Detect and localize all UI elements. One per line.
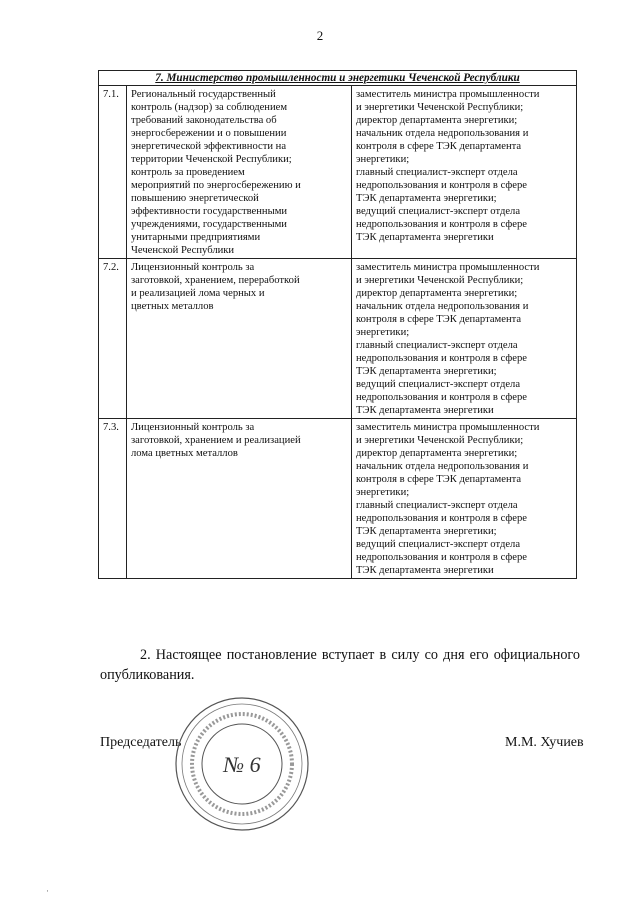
official-text-line: начальник отдела недропользования и xyxy=(356,128,529,139)
official-text-line: заместитель министра промышленности xyxy=(356,89,540,100)
table-row xyxy=(99,86,577,259)
table-body xyxy=(99,86,577,579)
responsible-officials-cell xyxy=(352,419,577,579)
responsible-officials-cell xyxy=(352,259,577,419)
function-text-line: контроль (надзор) за соблюдением xyxy=(131,102,288,113)
official-text-line: недропользования и контроля в сфере xyxy=(356,552,527,563)
official-text-line: ТЭК департамента энергетики xyxy=(356,405,494,416)
official-text-line: недропользования и контроля в сфере xyxy=(356,353,527,364)
section-header-row xyxy=(99,71,577,86)
function-text-line: территории Чеченской Республики; xyxy=(131,154,292,165)
function-text-line: энергетической эффективности на xyxy=(131,141,287,152)
function-text-line: унитарными предприятиями xyxy=(131,232,261,243)
official-text-line: энергетики; xyxy=(356,487,410,498)
function-text-line: и реализацией лома черных и xyxy=(131,288,265,299)
official-text-line: недропользования и контроля в сфере xyxy=(356,219,527,230)
function-text-line: контроль за проведением xyxy=(131,167,245,178)
official-text-line: заместитель министра промышленности xyxy=(356,262,540,273)
row-number: 7.3. xyxy=(99,419,127,579)
official-text-line: и энергетики Чеченской Республики; xyxy=(356,102,524,113)
function-text-line: учреждениями, государственными xyxy=(131,219,287,230)
official-text-line: и энергетики Чеченской Республики; xyxy=(356,435,524,446)
signatory-name: М.М. Хучиев xyxy=(505,735,584,750)
official-text-line: главный специалист-эксперт отдела xyxy=(356,500,518,511)
official-text-line: главный специалист-эксперт отдела xyxy=(356,340,518,351)
function-text-line: лома цветных металлов xyxy=(131,448,238,459)
official-text-line: ведущий специалист-эксперт отдела xyxy=(356,206,521,217)
official-text-line: начальник отдела недропользования и xyxy=(356,461,529,472)
function-text-line: Чеченской Республики xyxy=(131,245,235,256)
function-text-line: заготовкой, хранением и реализацией xyxy=(131,435,301,446)
responsibility-table xyxy=(98,70,577,579)
official-text-line: ТЭК департамента энергетики; xyxy=(356,193,497,204)
official-text-line: главный специалист-эксперт отдела xyxy=(356,167,518,178)
control-function-cell xyxy=(127,86,352,259)
official-text-line: ТЭК департамента энергетики; xyxy=(356,526,497,537)
function-text-line: энергосбережении и о повышении xyxy=(131,128,287,139)
official-text-line: директор департамента энергетики; xyxy=(356,115,518,126)
page-number: 2 xyxy=(316,28,324,43)
official-text-line: начальник отдела недропользования и xyxy=(356,301,529,312)
table-row xyxy=(99,419,577,579)
effective-date-paragraph: 2. Настоящее постановление вступает в силу со дня его официального опубликования. xyxy=(100,647,580,683)
official-text-line: и энергетики Чеченской Республики; xyxy=(356,275,524,286)
section-title: 7. Министерство промышленности и энергетики Чеченской Республики xyxy=(99,71,577,86)
control-function-cell xyxy=(127,259,352,419)
official-text-line: ведущий специалист-эксперт отдела xyxy=(356,379,521,390)
official-text-line: контроля в сфере ТЭК департамента xyxy=(356,141,522,152)
official-text-line: недропользования и контроля в сфере xyxy=(356,180,527,191)
official-text-line: недропользования и контроля в сфере xyxy=(356,513,527,524)
function-text-line: цветных металлов xyxy=(131,301,214,312)
function-text-line: заготовкой, хранением, переработкой xyxy=(131,275,300,286)
table-row xyxy=(99,259,577,419)
official-seal xyxy=(172,694,312,834)
official-text-line: заместитель министра промышленности xyxy=(356,422,540,433)
function-text-line: требований законодательства об xyxy=(131,115,277,126)
signatory-title: Председатель xyxy=(100,735,182,750)
official-text-line: директор департамента энергетики; xyxy=(356,448,518,459)
row-number: 7.1. xyxy=(99,86,127,259)
official-text-line: ТЭК департамента энергетики xyxy=(356,565,494,576)
control-function-cell xyxy=(127,419,352,579)
official-text-line: недропользования и контроля в сфере xyxy=(356,392,527,403)
official-text-line: ТЭК департамента энергетики; xyxy=(356,366,497,377)
official-text-line: энергетики; xyxy=(356,154,410,165)
official-text-line: ведущий специалист-эксперт отдела xyxy=(356,539,521,550)
function-text-line: Лицензионный контроль за xyxy=(131,262,255,273)
scan-mark: · xyxy=(46,886,49,896)
function-text-line: Лицензионный контроль за xyxy=(131,422,255,433)
seal-number: № 6 xyxy=(223,752,261,777)
official-text-line: контроля в сфере ТЭК департамента xyxy=(356,474,522,485)
official-text-line: директор департамента энергетики; xyxy=(356,288,518,299)
function-text-line: повышению энергетической xyxy=(131,193,259,204)
responsible-officials-cell xyxy=(352,86,577,259)
official-text-line: контроля в сфере ТЭК департамента xyxy=(356,314,522,325)
row-number: 7.2. xyxy=(99,259,127,419)
function-text-line: Региональный государственный xyxy=(131,89,276,100)
official-text-line: энергетики; xyxy=(356,327,410,338)
function-text-line: мероприятий по энергосбережению и xyxy=(131,180,301,191)
official-text-line: ТЭК департамента энергетики xyxy=(356,232,494,243)
function-text-line: эффективности государственными xyxy=(131,206,288,217)
